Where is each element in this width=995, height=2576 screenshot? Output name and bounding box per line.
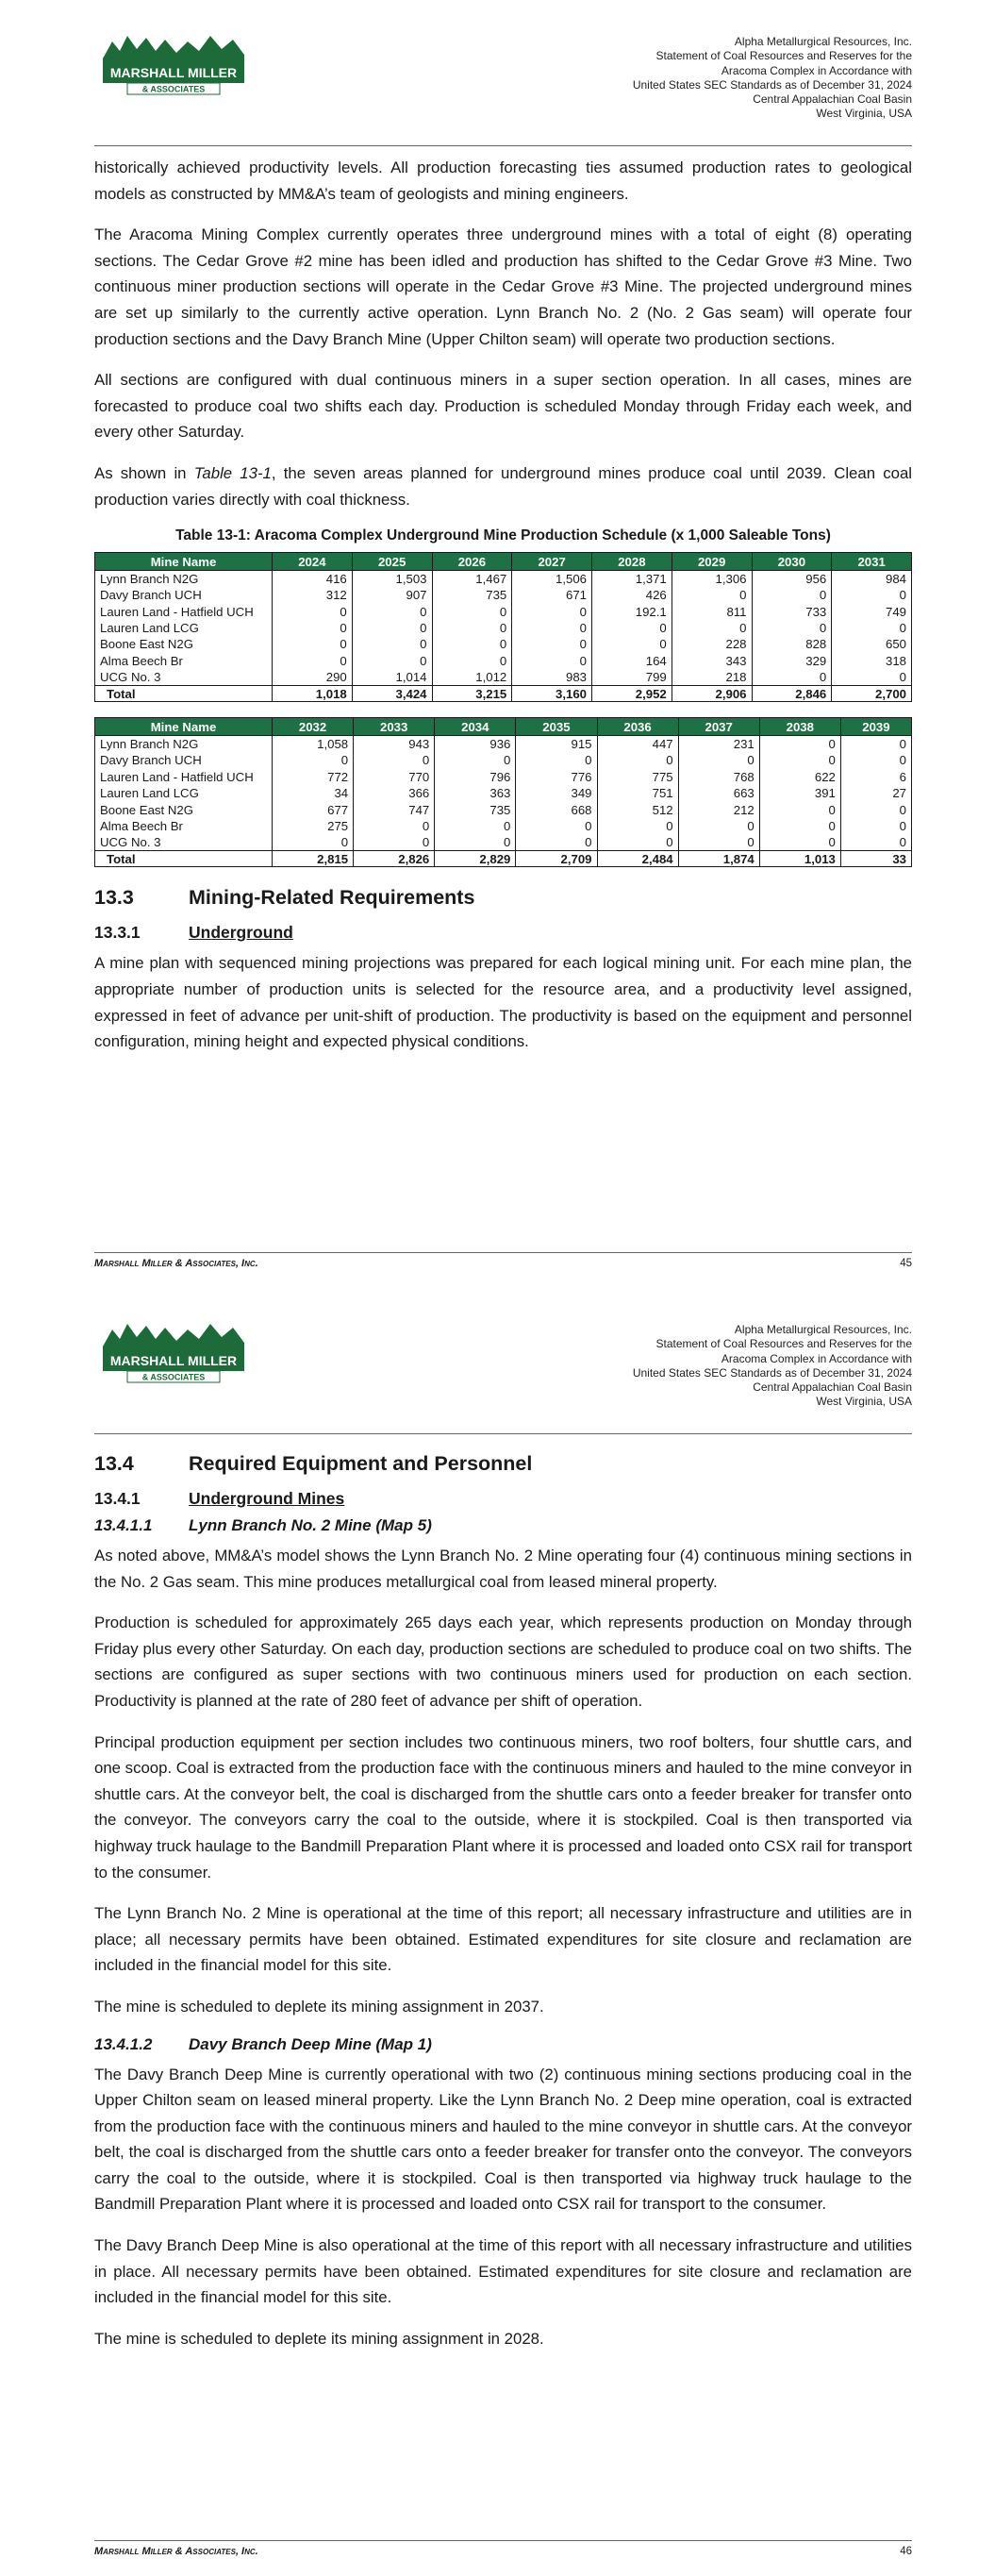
- value-cell: 0: [354, 818, 435, 834]
- value-cell: 0: [597, 818, 678, 834]
- total-value-cell: 1,018: [273, 685, 353, 701]
- value-cell: 0: [516, 834, 597, 850]
- value-cell: 164: [592, 653, 672, 669]
- value-cell: 0: [832, 669, 912, 685]
- value-cell: 747: [354, 801, 435, 817]
- value-cell: 0: [832, 620, 912, 636]
- table-reference: Table 13-1: [193, 463, 272, 482]
- table-header-cell: Mine Name: [95, 553, 273, 571]
- total-value-cell: 2,846: [752, 685, 832, 701]
- total-value-cell: 3,215: [432, 685, 512, 701]
- mine-name-cell: Davy Branch UCH: [95, 752, 273, 768]
- table-row: [95, 834, 912, 850]
- value-cell: 0: [512, 636, 592, 652]
- paragraph: All sections are configured with dual continuous miners in a super section operation. In all cases, mines are forecasted to produce coal two shifts each day. Production is scheduled Monday through Friday each week, and every other Saturday.: [94, 371, 912, 442]
- section-title: Underground Mines: [189, 1489, 345, 1508]
- mine-name-cell: Lynn Branch N2G: [95, 571, 273, 587]
- value-cell: 0: [352, 603, 432, 619]
- value-cell: 0: [840, 736, 911, 752]
- section-number: 13.4.1.1: [94, 1516, 153, 1534]
- page-number: 46: [900, 2546, 912, 2557]
- value-cell: 0: [516, 818, 597, 834]
- value-cell: 0: [840, 834, 911, 850]
- value-cell: 0: [759, 752, 840, 768]
- value-cell: 915: [516, 736, 597, 752]
- value-cell: 668: [516, 801, 597, 817]
- paragraph-text: , the seven areas planned for underground mines produce coal until 2039. Clean coal production varies directly with coal thickness.: [94, 463, 913, 509]
- value-cell: 366: [354, 785, 435, 801]
- section-heading-13-3: [94, 886, 912, 910]
- total-label-cell: Total: [95, 685, 273, 701]
- value-cell: 907: [352, 587, 432, 603]
- company-logo: [99, 1316, 250, 1387]
- section-heading-13-4-1: [94, 1489, 912, 1509]
- mine-name-cell: Lauren Land - Hatfield UCH: [95, 769, 273, 785]
- value-cell: 663: [678, 785, 759, 801]
- mine-name-cell: Lauren Land LCG: [95, 620, 273, 636]
- value-cell: 0: [840, 752, 911, 768]
- value-cell: 0: [352, 653, 432, 669]
- value-cell: 943: [354, 736, 435, 752]
- value-cell: 749: [832, 603, 912, 619]
- section-number: 13.3: [94, 886, 134, 910]
- section-title: Davy Branch Deep Mine (Map 1): [189, 2034, 432, 2053]
- value-cell: 0: [597, 834, 678, 850]
- value-cell: 27: [840, 785, 911, 801]
- table-spacer: [94, 702, 912, 717]
- header-line-2: Statement of Coal Resources and Reserves for the: [655, 49, 912, 63]
- table-header-cell: 2039: [840, 718, 911, 736]
- value-cell: 1,503: [352, 571, 432, 587]
- value-cell: 0: [512, 603, 592, 619]
- header-line-5: Central Appalachian Coal Basin: [753, 1380, 912, 1395]
- total-value-cell: 1,874: [678, 850, 759, 866]
- value-cell: 671: [512, 587, 592, 603]
- page-number: 45: [900, 1258, 912, 1269]
- value-cell: 775: [597, 769, 678, 785]
- section-number: 13.3.1: [94, 923, 141, 943]
- value-cell: 811: [672, 603, 752, 619]
- table-header-cell: 2030: [752, 553, 832, 571]
- value-cell: 677: [273, 801, 354, 817]
- table-row: [95, 603, 912, 619]
- mine-name-cell: Boone East N2G: [95, 636, 273, 652]
- header-line-6: West Virginia, USA: [816, 1395, 912, 1409]
- table-row: [95, 769, 912, 785]
- table-header-cell: 2027: [512, 553, 592, 571]
- total-value-cell: 1,013: [759, 850, 840, 866]
- table-total-row: [95, 850, 912, 866]
- page-header: [633, 1323, 912, 1410]
- header-company: Alpha Metallurgical Resources, Inc.: [734, 1323, 912, 1336]
- value-cell: 0: [512, 620, 592, 636]
- logo-text-bottom: & ASSOCIATES: [141, 84, 206, 94]
- value-cell: 0: [832, 587, 912, 603]
- value-cell: 218: [672, 669, 752, 685]
- table-header-cell: 2029: [672, 553, 752, 571]
- value-cell: 0: [432, 636, 512, 652]
- value-cell: 6: [840, 769, 911, 785]
- value-cell: 770: [354, 769, 435, 785]
- value-cell: 512: [597, 801, 678, 817]
- value-cell: 312: [273, 587, 353, 603]
- mine-name-cell: Lauren Land - Hatfield UCH: [95, 603, 273, 619]
- value-cell: 231: [678, 736, 759, 752]
- value-cell: 0: [672, 620, 752, 636]
- value-cell: 228: [672, 636, 752, 652]
- value-cell: 733: [752, 603, 832, 619]
- value-cell: 650: [832, 636, 912, 652]
- table-row: [95, 669, 912, 685]
- section-heading-13-4-1-1: [94, 1516, 912, 1535]
- page-46-body: [94, 1447, 912, 2367]
- table-header-cell: 2031: [832, 553, 912, 571]
- table-row: [95, 587, 912, 603]
- value-cell: 343: [672, 653, 752, 669]
- header-line-4: United States SEC Standards as of December 31, 2024: [632, 77, 912, 92]
- paragraph-text: As shown in: [94, 463, 194, 482]
- value-cell: 828: [752, 636, 832, 652]
- value-cell: 796: [435, 769, 516, 785]
- section-number: 13.4.1.2: [94, 2034, 153, 2053]
- total-value-cell: 2,952: [592, 685, 672, 701]
- value-cell: 0: [273, 752, 354, 768]
- value-cell: 0: [678, 818, 759, 834]
- value-cell: 735: [435, 801, 516, 817]
- header-line-5: Central Appalachian Coal Basin: [753, 92, 912, 107]
- value-cell: 290: [273, 669, 353, 685]
- table2-body: [95, 736, 912, 867]
- paragraph: As noted above, MM&A’s model shows the Lynn Branch No. 2 Mine operating four (4) continuous mining sections in the No. 2 Gas seam. This mine produces metallurgical coal from leased mineral property.: [94, 1547, 912, 1591]
- value-cell: 956: [752, 571, 832, 587]
- total-value-cell: 2,906: [672, 685, 752, 701]
- total-value-cell: 2,826: [354, 850, 435, 866]
- value-cell: 0: [435, 752, 516, 768]
- header-company: Alpha Metallurgical Resources, Inc.: [734, 35, 912, 48]
- header-divider: [94, 145, 912, 146]
- value-cell: 0: [752, 587, 832, 603]
- table-row: [95, 818, 912, 834]
- value-cell: 0: [759, 801, 840, 817]
- header-line-2: Statement of Coal Resources and Reserves for the: [655, 1337, 912, 1351]
- value-cell: 447: [597, 736, 678, 752]
- value-cell: 622: [759, 769, 840, 785]
- logo-text-top: MARSHALL MILLER: [109, 65, 238, 80]
- total-value-cell: 33: [840, 850, 911, 866]
- logo-text-bottom: & ASSOCIATES: [141, 1372, 206, 1382]
- section-heading-13-4-1-2: [94, 2035, 912, 2054]
- table-header-cell: 2034: [435, 718, 516, 736]
- value-cell: 416: [273, 571, 353, 587]
- paragraph: The mine is scheduled to deplete its mining assignment in 2037.: [94, 1997, 544, 2016]
- value-cell: 318: [832, 653, 912, 669]
- footer-firm: Marshall Miller & Associates, Inc.: [94, 2546, 258, 2557]
- value-cell: 0: [512, 653, 592, 669]
- value-cell: 349: [516, 785, 597, 801]
- total-value-cell: 3,424: [352, 685, 432, 701]
- value-cell: 0: [672, 587, 752, 603]
- table-row: [95, 736, 912, 752]
- section-number: 13.4.1: [94, 1489, 141, 1508]
- value-cell: 983: [512, 669, 592, 685]
- section-heading-13-3-1: [94, 923, 912, 943]
- value-cell: 799: [592, 669, 672, 685]
- table-header-cell: 2025: [352, 553, 432, 571]
- header-line-3: Aracoma Complex in Accordance with: [721, 63, 912, 77]
- value-cell: 34: [273, 785, 354, 801]
- table-header-cell: 2036: [597, 718, 678, 736]
- total-value-cell: 2,700: [832, 685, 912, 701]
- table-header-cell: 2024: [273, 553, 353, 571]
- value-cell: 768: [678, 769, 759, 785]
- value-cell: 0: [678, 752, 759, 768]
- value-cell: 0: [273, 636, 353, 652]
- paragraph: The Davy Branch Deep Mine is currently operational with two (2) continuous mining sections producing coal in the Upper Chilton seam on leased mineral property. Like the Lynn Branch No. 2 Deep mine operation, coal is extracted from the production face with the continuous miners and hauled to the mine conveyor in shuttle cars. At the conveyor belt, the coal is discharged from the shuttle cars onto a feeder breaker for transfer onto the conveyor. The conveyors carry the coal to the outside, where it is stockpiled. Coal is then transported via highway truck haulage to the Bandmill Preparation Plant where it is processed and loaded onto CSX rail for transport to the consumer.: [94, 2065, 912, 2214]
- value-cell: 0: [273, 834, 354, 850]
- value-cell: 426: [592, 587, 672, 603]
- production-schedule-table-continued: [94, 717, 912, 867]
- total-label-cell: Total: [95, 850, 273, 866]
- paragraph: A mine plan with sequenced mining projections was prepared for each logical mining unit. For each mine plan, the appropriate number of production units is selected for the resource area, and a productivity level assigned, expressed in feet of advance per unit-shift of production. The productivity is based on the equipment and personnel configuration, mining height and expected physical conditions.: [94, 954, 912, 1051]
- value-cell: 0: [435, 818, 516, 834]
- value-cell: 275: [273, 818, 354, 834]
- footer-divider: [94, 1252, 912, 1253]
- logo-text-top: MARSHALL MILLER: [109, 1353, 238, 1368]
- value-cell: 329: [752, 653, 832, 669]
- table-header-cell: 2035: [516, 718, 597, 736]
- table-header-row: [95, 553, 912, 571]
- value-cell: 0: [273, 653, 353, 669]
- value-cell: 776: [516, 769, 597, 785]
- mine-name-cell: Alma Beech Br: [95, 653, 273, 669]
- table-header-cell: Mine Name: [95, 718, 273, 736]
- company-logo: [99, 28, 250, 99]
- section-title: Underground: [189, 923, 293, 943]
- value-cell: 735: [432, 587, 512, 603]
- value-cell: 0: [759, 736, 840, 752]
- value-cell: 0: [678, 834, 759, 850]
- value-cell: 0: [352, 636, 432, 652]
- mine-name-cell: Lynn Branch N2G: [95, 736, 273, 752]
- mine-name-cell: UCG No. 3: [95, 834, 273, 850]
- table-header-cell: 2037: [678, 718, 759, 736]
- table-caption: Table 13-1: Aracoma Complex Underground Mine Production Schedule (x 1,000 Saleable Tons): [175, 527, 831, 544]
- table-row: [95, 571, 912, 587]
- value-cell: 391: [759, 785, 840, 801]
- value-cell: 0: [759, 818, 840, 834]
- header-line-6: West Virginia, USA: [816, 107, 912, 121]
- header-line-3: Aracoma Complex in Accordance with: [721, 1351, 912, 1365]
- table-row: [95, 752, 912, 768]
- value-cell: 0: [752, 669, 832, 685]
- table-header-cell: 2028: [592, 553, 672, 571]
- value-cell: 0: [432, 653, 512, 669]
- value-cell: 0: [354, 834, 435, 850]
- paragraph: historically achieved productivity levels. All production forecasting ties assumed production rates to geological models as constructed by MM&A’s team of geologists and mining engineers.: [94, 159, 912, 203]
- value-cell: 0: [432, 620, 512, 636]
- value-cell: 0: [592, 636, 672, 652]
- paragraph: The Davy Branch Deep Mine is also operational at the time of this report with all necessary infrastructure and utilities in place. All necessary permits have been obtained. Estimated expenditures for site closure and reclamation are included in the financial model for this site.: [94, 2236, 912, 2307]
- value-cell: 192.1: [592, 603, 672, 619]
- value-cell: 212: [678, 801, 759, 817]
- mine-name-cell: Boone East N2G: [95, 801, 273, 817]
- value-cell: 0: [840, 801, 911, 817]
- value-cell: 363: [435, 785, 516, 801]
- value-cell: 1,506: [512, 571, 592, 587]
- value-cell: 1,467: [432, 571, 512, 587]
- value-cell: 0: [840, 818, 911, 834]
- section-title: Lynn Branch No. 2 Mine (Map 5): [189, 1516, 432, 1534]
- value-cell: 772: [273, 769, 354, 785]
- table-header-cell: 2033: [354, 718, 435, 736]
- value-cell: 0: [592, 620, 672, 636]
- page-46: [0, 1288, 995, 2576]
- value-cell: 0: [752, 620, 832, 636]
- total-value-cell: 2,829: [435, 850, 516, 866]
- value-cell: 0: [516, 752, 597, 768]
- value-cell: 1,306: [672, 571, 752, 587]
- header-line-4: United States SEC Standards as of December 31, 2024: [632, 1365, 912, 1380]
- value-cell: 0: [352, 620, 432, 636]
- value-cell: 1,371: [592, 571, 672, 587]
- section-title: Mining-Related Requirements: [189, 886, 475, 910]
- paragraph: [94, 460, 912, 512]
- value-cell: 0: [354, 752, 435, 768]
- value-cell: 984: [832, 571, 912, 587]
- table-header-row: [95, 718, 912, 736]
- table-row: [95, 653, 912, 669]
- table-row: [95, 636, 912, 652]
- paragraph: Production is scheduled for approximately 265 days each year, which represents production on Monday through Friday plus every other Saturday. On each day, production sections are scheduled to produce coal on two shifts. The sections are configured as super sections with two continuous miners used for production on each section. Productivity is planned at the rate of 280 feet of advance per shift of operation.: [94, 1614, 912, 1710]
- paragraph: The Aracoma Mining Complex currently operates three underground mines with a total of eight (8) operating sections. The Cedar Grove #2 mine has been idled and production has shifted to the Cedar Grove #3 Mine. Two continuous miner production sections will operate in the Cedar Grove #3 Mine. The projected underground mines are set up similarly to the currently active operation. Lynn Branch No. 2 (No. 2 Gas seam) will operate four production sections and the Davy Branch Mine (Upper Chilton seam) will operate two production sections.: [94, 226, 912, 348]
- table-row: [95, 801, 912, 817]
- section-heading-13-4: [94, 1452, 912, 1476]
- page-45-body: [94, 155, 912, 1070]
- value-cell: 0: [435, 834, 516, 850]
- mine-name-cell: Lauren Land LCG: [95, 785, 273, 801]
- value-cell: 0: [273, 603, 353, 619]
- value-cell: 1,014: [352, 669, 432, 685]
- footer-divider: [94, 2540, 912, 2541]
- table-row: [95, 620, 912, 636]
- value-cell: 0: [759, 834, 840, 850]
- total-value-cell: 2,815: [273, 850, 354, 866]
- table-row: [95, 785, 912, 801]
- paragraph: Principal production equipment per section includes two continuous miners, two roof bolters, four shuttle cars, and one scoop. Coal is extracted from the production face with the continuous miners and hauled to the mine conveyor in shuttle cars. At the conveyor belt, the coal is discharged from the shuttle cars onto a feeder breaker for transfer onto the conveyor. The conveyors carry the coal to the outside, where it is stockpiled. Coal is then transported via highway truck haulage to the Bandmill Preparation Plant where it is processed and loaded onto CSX rail for transport to the consumer.: [94, 1732, 912, 1882]
- mine-name-cell: UCG No. 3: [95, 669, 273, 685]
- page-header: [633, 35, 912, 122]
- value-cell: 1,058: [273, 736, 354, 752]
- value-cell: 1,012: [432, 669, 512, 685]
- header-divider: [94, 1433, 912, 1434]
- paragraph: The mine is scheduled to deplete its mining assignment in 2028.: [94, 2329, 544, 2348]
- production-schedule-table: [94, 552, 912, 702]
- section-number: 13.4: [94, 1452, 134, 1475]
- table-total-row: [95, 685, 912, 701]
- total-value-cell: 2,709: [516, 850, 597, 866]
- table-header-cell: 2038: [759, 718, 840, 736]
- mine-name-cell: Alma Beech Br: [95, 818, 273, 834]
- total-value-cell: 3,160: [512, 685, 592, 701]
- table-header-cell: 2032: [273, 718, 354, 736]
- value-cell: 936: [435, 736, 516, 752]
- section-title: Required Equipment and Personnel: [189, 1452, 533, 1475]
- value-cell: 0: [273, 620, 353, 636]
- table-header-cell: 2026: [432, 553, 512, 571]
- mine-name-cell: Davy Branch UCH: [95, 587, 273, 603]
- value-cell: 751: [597, 785, 678, 801]
- table1-body: [95, 571, 912, 702]
- paragraph: The Lynn Branch No. 2 Mine is operational at the time of this report; all necessary infrastructure and utilities are in place; all necessary permits have been obtained. Estimated expenditures for site closure and reclamation are included in the financial model for this site.: [94, 1904, 912, 1975]
- value-cell: 0: [432, 603, 512, 619]
- total-value-cell: 2,484: [597, 850, 678, 866]
- footer-firm: Marshall Miller & Associates, Inc.: [94, 1258, 258, 1269]
- value-cell: 0: [597, 752, 678, 768]
